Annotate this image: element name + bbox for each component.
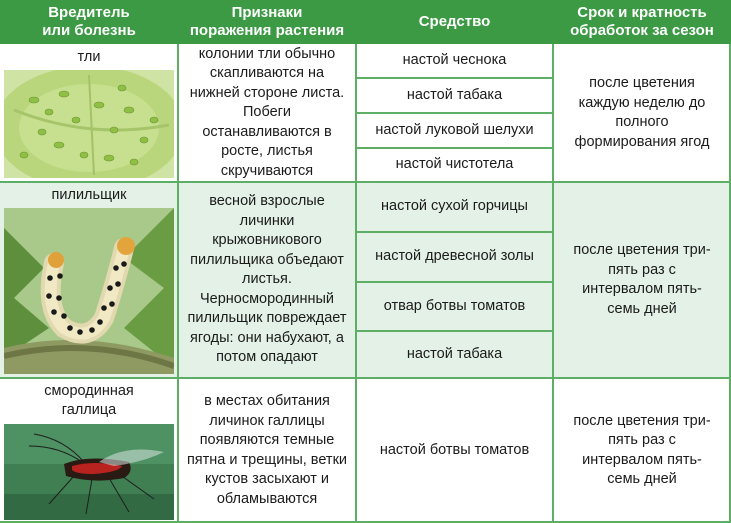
row2-remedy-4: настой табака <box>356 331 553 378</box>
header-remedy: Средство <box>356 0 553 44</box>
rule <box>356 330 553 332</box>
rule <box>356 231 553 233</box>
row1-remedy-1: настой чеснока <box>356 44 553 78</box>
rule <box>0 377 731 379</box>
rule <box>356 147 553 149</box>
row1-remedy-2: настой табака <box>356 78 553 113</box>
sawfly-photo <box>4 208 174 374</box>
row3-timing: после цветения три-пять раз с интервалом пять-семь дней <box>553 378 731 523</box>
row1-remedy-4: настой чистотела <box>356 148 553 182</box>
rule <box>356 77 553 79</box>
row2-remedy-2: настой древесной золы <box>356 232 553 282</box>
rule <box>177 44 179 523</box>
rule <box>355 44 357 523</box>
rule <box>552 44 554 523</box>
row2-signs: весной взрослые личинки крыжовникового пилильщика объедают листья. Черносмородинный пилильщик повреждает ягоды: они набухают, а потом опадают <box>178 182 356 378</box>
row3-signs: в местах обитания личинок галлицы появляются темные пятна и трещины, ветки кустов засыхают и обламываются <box>178 378 356 523</box>
header-signs: Признаки поражения растения <box>178 0 356 44</box>
row1-pest-name: тли <box>77 49 101 65</box>
row1-signs: колонии тли обычно скапливаются на нижней стороне листа. Побеги останавливаются в росте, листья скручиваются <box>178 44 356 182</box>
header-timing: Срок и кратность обработок за сезон <box>553 0 731 44</box>
rule <box>356 112 553 114</box>
row2-timing: после цветения три-пять раз с интервалом пять-семь дней <box>553 182 731 378</box>
header-pest: Вредитель или болезнь <box>0 0 178 44</box>
row1-timing: после цветения каждую неделю до полного формирования ягод <box>553 44 731 182</box>
gall-midge-photo <box>4 424 174 520</box>
rule <box>356 281 553 283</box>
row2-remedy-3: отвар ботвы томатов <box>356 282 553 331</box>
row2-remedy-1: настой сухой горчицы <box>356 182 553 232</box>
row3-pest-name: смородинная галлица <box>44 383 134 418</box>
rule <box>0 181 731 183</box>
aphids-photo <box>4 70 174 178</box>
row1-remedy-3: настой луковой шелухи <box>356 113 553 148</box>
row3-remedy-1: настой ботвы томатов <box>356 378 553 523</box>
row2-pest-name: пилильщик <box>51 187 127 203</box>
